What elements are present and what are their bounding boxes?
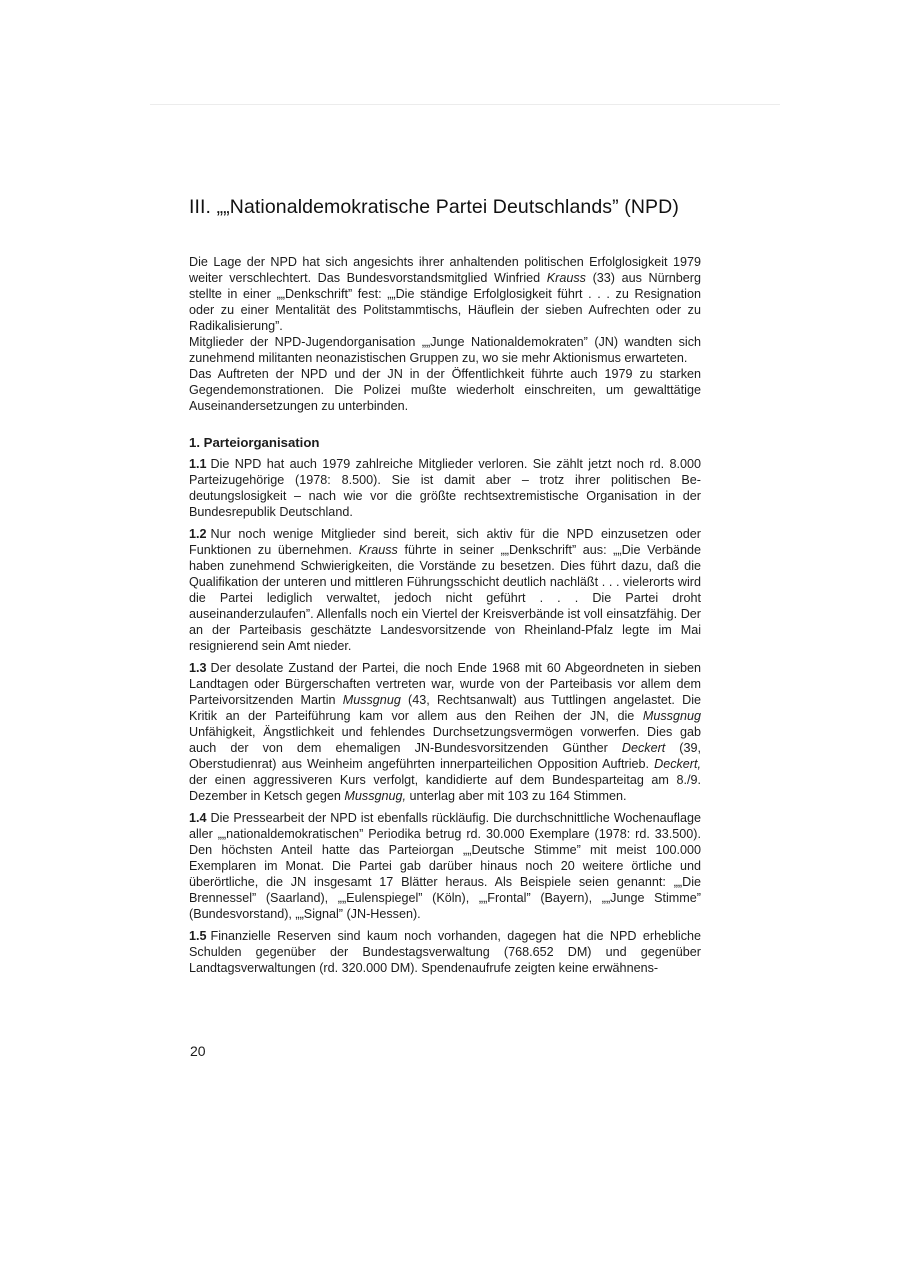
section-heading: 1. Parteiorganisation [189, 435, 320, 450]
paragraph-1-3: 1.3 Der desolate Zustand der Partei, die noch Ende 1968 mit 60 Abgeordneten in sieben Landtagen oder Bürgerschaften vertreten war, wurde von der Parteibasis vor allem dem Parteivorsitzenden Martin Mussgnug (43, Rechtsanwalt) aus Tuttlingen angelastet. Die Kritik an der Parteiführung kam vor allem aus den Reihen der JN, die Mussgnug Unfähigkeit, Ängstlichkeit und fehlendes Durchsetzungsvermögen vorwerfen. Dies gab auch der von dem ehemaligen JN-Bundesvorsitzenden Günther Deckert (39, Oberstudienrat) aus Weinheim angeführten innerparteilichen Opposition Auftrieb. Deckert, der einen aggressiveren Kurs verfolgt, kandidierte auf dem Bundesparteitag am 8./9. Dezember in Ketsch gegen Mussgnug, unterlag aber mit 103 zu 164 Stimmen. [189, 661, 701, 803]
intro-paragraph-2: Mitglieder der NPD-Jugendorganisation „„Junge Nationaldemokraten” (JN) wandten sich zunehmend militanten neonazistischen Gruppen zu, wo sie mehr Aktionismus erwarteten. [189, 335, 701, 365]
intro-paragraph-3: Das Auftreten der NPD und der JN in der Öffentlichkeit führte auch 1979 zu starken Gegendemonstrationen. Die Polizei mußte wiederholt einschreiten, um gewalttätige Auseinandersetzungen zu unterbinden. [189, 367, 701, 413]
name-mussgnug: Mussgnug [642, 709, 701, 723]
scan-artifact-line [150, 104, 780, 105]
paragraph-number: 1.2 [189, 527, 207, 541]
intro-text [189, 254, 701, 414]
paragraph-number: 1.4 [189, 811, 207, 825]
paragraph-number: 1.5 [189, 929, 207, 943]
name-deckert: Deckert, [654, 757, 701, 771]
name-krauss: Krauss [358, 543, 398, 557]
intro-paragraph-1: Die Lage der NPD hat sich angesichts ihrer anhaltenden politischen Erfolglosigkeit 1979 weiter verschlechtert. Das Bundesvorstandsmitglied Winfried Krauss (33) aus Nürnberg stellte in einer „„Denkschrift” fest: „„Die ständige Erfolglosigkeit führt . . . zu Resignation oder zu einer Mentalität des Politstammtischs, Häuflein der sieben Aufrechten oder zu Radikalisierung”. [189, 255, 701, 333]
chapter-title: III. „„Nationaldemokratische Partei Deutschlands” (NPD) [189, 196, 679, 218]
name-deckert: Deckert [621, 741, 666, 755]
paragraph-1-5: 1.5 Finanzielle Reserven sind kaum noch vorhanden, dagegen hat die NPD erhebliche Schulden gegenüber der Bundestagsverwaltung (768.652 DM) und gegenüber Landtagsverwaltungen (rd. 320.000 DM). Spendenaufrufe zeigten keine erwähnens- [189, 929, 701, 975]
paragraph-number: 1.1 [189, 457, 207, 471]
name-mussgnug: Mussgnug, [344, 789, 407, 803]
paragraph-1-4: 1.4 Die Pressearbeit der NPD ist ebenfalls rückläufig. Die durchschnittliche Wochenauflage aller „„nationaldemokratischen” Periodika betrug rd. 30.000 Exemplare (1978: rd. 33.500). Den höchsten Anteil hatte das Parteiorgan „„Deutsche Stimme” mit meist 100.000 Exemplaren im Monat. Die Partei gab darüber hinaus noch 20 weitere örtliche und überörtliche, die JN insgesamt 17 Blätter heraus. Als Beispiele seien genannt: „„Die Brennessel” (Saarland), „„Eulenspiegel” (Köln), „„Frontal” (Bayern), „„Junge Stimme” (Bundesvorstand), „„Signal” (JN-Hessen). [189, 811, 701, 921]
name-mussgnug: Mussgnug [342, 693, 401, 707]
document-page [189, 196, 701, 982]
paragraph-number: 1.3 [189, 661, 207, 675]
paragraph-1-2: 1.2 Nur noch wenige Mitglieder sind bereit, sich aktiv für die NPD einzusetzen oder Funktionen zu übernehmen. Krauss führte in seiner „„Denkschrift” aus: „„Die Verbände haben zunehmend Schwierigkeiten, die Vorstände zu besetzen. Dies führt dazu, daß die Qualifikation der unteren und mittleren Führungsschicht deutlich nachläßt . . . vielerorts wird die Partei lediglich verwaltet, jedoch nicht geführt . . . Die Partei droht auseinanderzulaufen”. Allenfalls noch ein Viertel der Kreisverbände ist voll einsatzfähig. Der an der Parteibasis geschätzte Landesvorsitzende von Rheinland-Pfalz legte im Mai resignierend sein Amt nieder. [189, 527, 701, 653]
paragraph-1-1: 1.1 Die NPD hat auch 1979 zahlreiche Mitglieder verloren. Sie zählt jetzt noch rd. 8.000 Parteizugehörige (1978: 8.500). Sie ist damit aber – trotz ihrer politischen Bedeutungslosigkeit – nach wie vor die größte rechtsextremistische Organisation in der Bundesrepublik Deutschland. [189, 457, 701, 519]
name-krauss: Krauss [546, 271, 586, 285]
page-number: 20 [190, 1043, 206, 1059]
